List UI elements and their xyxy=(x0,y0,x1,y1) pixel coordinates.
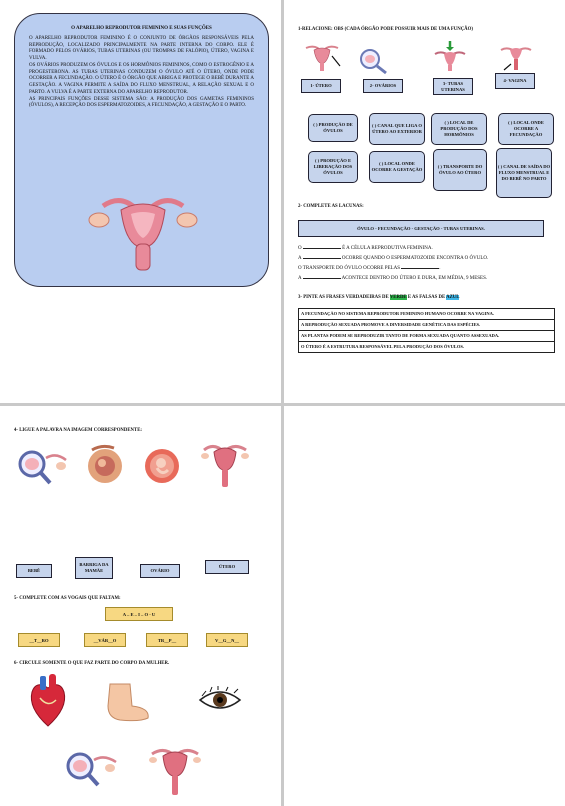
organ-label-utero: 1- ÚTERO xyxy=(301,79,341,93)
gap-word-4[interactable]: V__G__N__ xyxy=(206,633,248,647)
blank-3-line[interactable] xyxy=(401,268,439,269)
page-4-blank xyxy=(284,406,565,806)
intro-paragraph-2: OS OVÁRIOS PRODUZEM OS ÓVULOS E OS HORMÔNIOS FEMININOS, COMO O ESTROGÊNIO E A PROGESTERONA. AS TUBAS UTERINAS CONDUZEM O ÓVULO ATÉ O ÚTERO, ONDE PODE OCORRER A FECUNDAÇÃO. O ÚTERO É O ÓRGÃO QUE ABRIGA E PROTEGE O BEBÊ DURANTE A GESTAÇÃO. A VAGINA PERMITE A SAÍDA DO FLUXO MENSTRUAL, A RELAÇÃO SEXUAL E O PARTO. A VULVA É A PARTE EXTERNA DO APARELHO REPRODUTOR. xyxy=(29,62,254,95)
tubes-image xyxy=(432,40,468,72)
function-option-7[interactable]: ( ) TRANSPORTE DO ÓVULO AO ÚTERO xyxy=(433,149,487,191)
blank-1 xyxy=(298,246,433,253)
statement-row-3[interactable]: AS PLANTAS PODEM SE REPRODUZIR TANTO DE FORMA SEXUADA QUANTO ASSEXUADA. xyxy=(299,331,554,342)
statement-row-1[interactable]: A FECUNDAÇÃO NO SISTEMA REPRODUTOR FEMININO HUMANO OCORRE NA VAGINA. xyxy=(299,309,554,320)
function-option-5[interactable]: ( ) PRODUÇÃO E LIBERAÇÃO DOS ÓVULOS xyxy=(308,151,358,183)
intro-title: O APARELHO REPRODUTOR FEMININO E SUAS FUNÇÕES xyxy=(71,26,212,31)
page-1 xyxy=(0,0,281,403)
arrow-icon xyxy=(332,56,340,66)
verde-highlight: VERDE xyxy=(389,295,407,300)
heart-image[interactable] xyxy=(26,674,70,730)
gap-word-1[interactable]: __T__RO xyxy=(18,633,60,647)
q5-title: 5- COMPLETE COM AS VOGAIS QUE FALTAM: xyxy=(14,596,121,601)
word-barriga-da-mamae[interactable]: BARRIGA DA MAMÃE xyxy=(75,557,113,579)
ovary-magnifier-image xyxy=(356,45,392,75)
intro-paragraph-1: O APARELHO REPRODUTOR FEMININO É O CONJUNTO DE ÓRGÃOS RESPONSÁVEIS PELA REPRODUÇÃO, LOCALIZADO PRINCIPALMENTE NA PARTE INTERNA DO CORPO. ELE É FORMADO PELOS OVÁRIOS, TUBAS UTERINAS (OU TROMPAS DE FALÓPIO), ÚTERO, VAGINA E VULVA. xyxy=(29,35,254,61)
statements-table xyxy=(298,308,555,353)
statement-row-4[interactable]: O ÚTERO É A ESTRUTURA RESPONSÁVEL PELA PRODUÇÃO DOS ÓVULOS. xyxy=(301,344,465,350)
page-3 xyxy=(0,406,281,806)
intro-text-box xyxy=(14,13,269,287)
intro-paragraph-3: AS PRINCIPAIS FUNÇÕES DESSE SISTEMA SÃO: A PRODUÇÃO DOS GAMETAS FEMININOS (ÓVULOS), A RECEPÇÃO DOS ESPERMATOZOIDES, A FECUNDAÇÃO, A GESTAÇÃO E O PARTO. xyxy=(29,96,254,109)
q3-title-pre: 3- PINTE AS FRASES VERDADEIRAS DE xyxy=(298,295,389,300)
foot-image[interactable] xyxy=(100,682,152,724)
blank-2 xyxy=(298,256,488,263)
eye-image[interactable] xyxy=(198,686,242,714)
blank-4-post: ACONTECE DENTRO DO ÚTERO E DURA, EM MÉDIA, 9 MESES. xyxy=(341,276,488,281)
ovary-magnifier-image-2[interactable] xyxy=(64,748,118,788)
function-option-8[interactable]: ( ) CANAL DE SAÍDA DO FLUXO MENSTRUAL E DO BEBÊ NO PARTO xyxy=(496,148,552,198)
blank-4-pre: A xyxy=(298,276,302,281)
vagina-image xyxy=(498,40,534,72)
function-option-6[interactable]: ( ) LOCAL ONDE OCORRE A GESTAÇÃO xyxy=(369,151,425,183)
blank-4 xyxy=(298,276,487,283)
ovary-magnifier-image xyxy=(16,446,68,486)
blank-4-line[interactable] xyxy=(303,278,341,279)
organ-label-ovarios: 2- OVÁRIOS xyxy=(363,79,403,93)
uterus-image xyxy=(200,438,250,490)
arrow-icon xyxy=(504,64,511,70)
function-option-4[interactable]: ( ) LOCAL ONDE OCORRE A FECUNDAÇÃO xyxy=(498,113,554,145)
organ-label-vagina: 4- VAGINA xyxy=(495,73,535,89)
blank-1-line[interactable] xyxy=(303,248,341,249)
blank-2-line[interactable] xyxy=(303,258,341,259)
uterus-illustration xyxy=(83,184,203,274)
q2-title: 2- COMPLETE AS LACUNAS: xyxy=(298,204,364,209)
function-option-2[interactable]: ( ) CANAL QUE LIGA O ÚTERO AO EXTERIOR xyxy=(369,113,425,145)
word-utero[interactable]: ÚTERO xyxy=(205,560,249,574)
q3-title xyxy=(298,295,459,301)
q1-title: 1-RELACIONE: OBS (CADA ÓRGÃO PODE POSSUIR MAIS DE UMA FUNÇÃO) xyxy=(298,27,473,32)
blank-3-post: . xyxy=(439,266,441,271)
uterus-image-2[interactable] xyxy=(148,742,202,798)
blank-1-post: É A CÉLULA REPRODUTIVA FEMININA. xyxy=(342,246,433,251)
vowels-bank: A – E – I – O - U xyxy=(105,607,173,621)
blank-2-post: OCORRE QUANDO O ESPERMATOZOIDE ENCONTRA O ÓVULO. xyxy=(341,256,489,261)
organ-label-tubas: 3- TUBAS UTERINAS xyxy=(433,78,473,95)
blank-1-pre: O xyxy=(298,246,302,251)
gap-word-2[interactable]: __VÁR__O xyxy=(84,633,126,647)
blank-2-pre: A xyxy=(298,256,302,261)
pregnant-belly-image xyxy=(84,444,126,484)
q3-title-mid: E AS FALSAS DE xyxy=(407,295,446,300)
page-2 xyxy=(284,0,565,403)
word-bebe[interactable]: BEBÊ xyxy=(16,564,52,578)
q6-title: 6- CIRCULE SOMENTE O QUE FAZ PARTE DO CORPO DA MULHER. xyxy=(14,661,170,666)
q4-title: 4- LIGUE A PALAVRA NA IMAGEM CORRESPONDENTE: xyxy=(14,428,143,433)
azul-highlight: AZUL xyxy=(446,295,460,300)
function-option-1[interactable]: ( ) PRODUÇÃO DE ÓVULOS xyxy=(308,114,358,142)
fetus-image xyxy=(142,446,182,486)
word-bank: ÓVULO - FECUNDAÇÃO - GESTAÇÃO - TUBAS UTERINAS. xyxy=(298,220,544,237)
function-option-3[interactable]: ( ) LOCAL DE PRODUÇÃO DOS HORMÔNIOS xyxy=(431,113,487,145)
blank-3 xyxy=(298,266,440,273)
statement-row-2[interactable]: A REPRODUÇÃO SEXUADA PROMOVE A DIVERSIDADE GENÉTICA DAS ESPÉCIES. xyxy=(299,320,554,331)
uterus-image-1 xyxy=(302,42,342,72)
word-ovario[interactable]: OVÁRIO xyxy=(140,564,180,578)
gap-word-3[interactable]: TR__P__ xyxy=(146,633,188,647)
blank-3-pre: O TRANSPORTE DO ÓVULO OCORRE PELAS xyxy=(298,266,400,271)
